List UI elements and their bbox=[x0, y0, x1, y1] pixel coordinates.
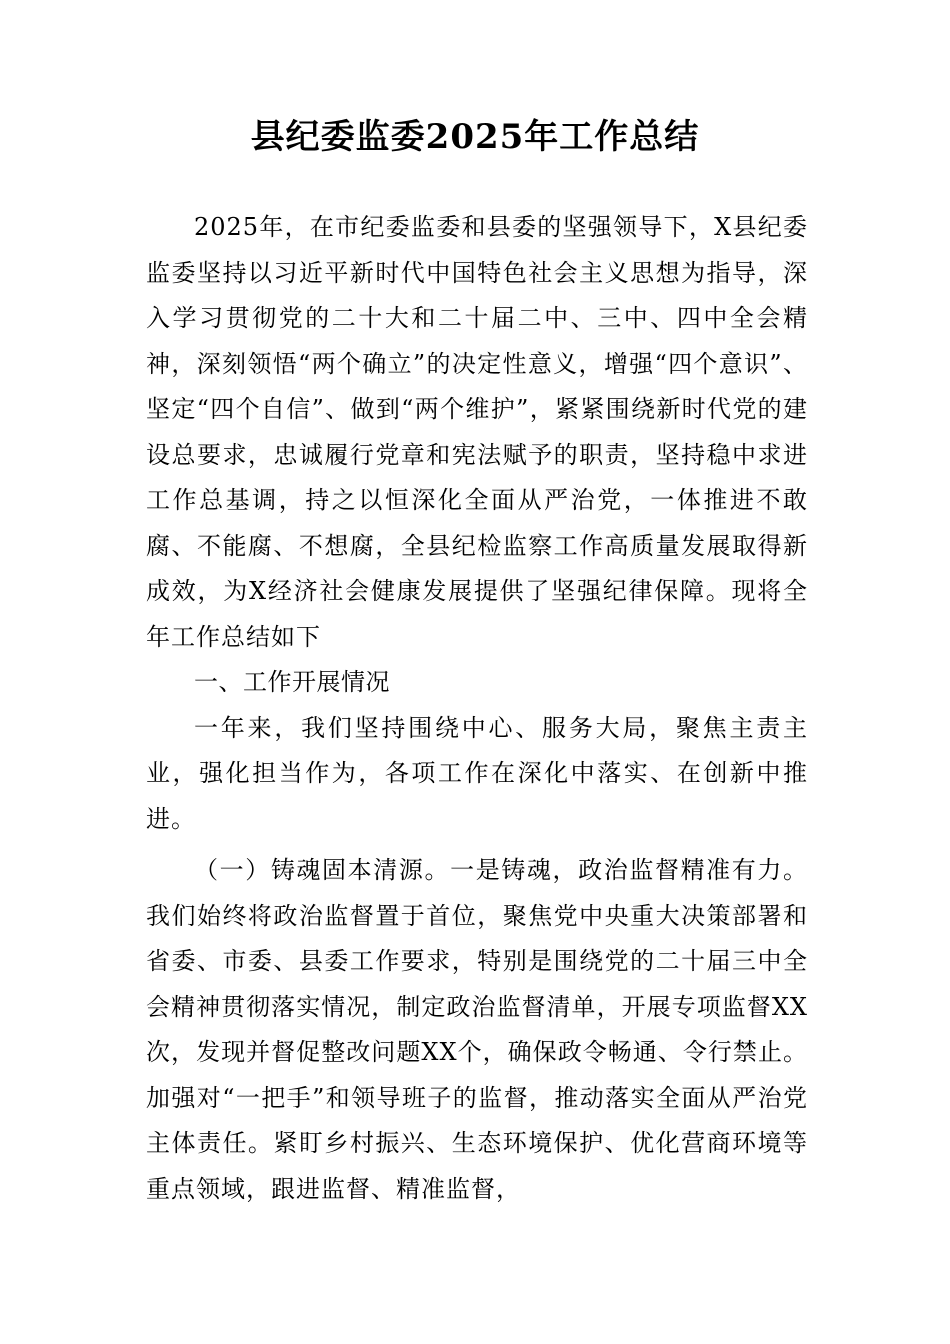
intro-paragraph: 2025年，在市纪委监委和县委的坚强领导下，X县纪委监委坚持以习近平新时代中国特色社会主义思想为指导，深入学习贯彻党的二十大和二十届二中、三中、四中全会精神，深刻领悟“两个确立”的决定性意义，增强“四个意识”、坚定“四个自信”、做到“两个维护”，紧紧围绕新时代党的建设总要求，忠诚履行党章和宪法赋予的职责，坚持稳中求进工作总基调，持之以恒深化全面从严治党，一体推进不敢腐、不能腐、不想腐，全县纪检监察工作高质量发展取得新成效，为X经济社会健康发展提供了坚强纪律保障。现将全年工作总结如下 bbox=[146, 213, 808, 651]
section-paragraph: 一年来，我们坚持围绕中心、服务大局，聚焦主责主业，强化担当作为，各项工作在深化中落实、在创新中推进。 bbox=[146, 713, 808, 833]
document-body bbox=[146, 205, 808, 1212]
subsection-paragraph: （一）铸魂固本清源。一是铸魂，政治监督精准有力。我们始终将政治监督置于首位，聚焦党中央重大决策部署和省委、市委、县委工作要求，特别是围绕党的二十届三中全会精神贯彻落实情况，制定政治监督清单，开展专项监督XX次，发现并督促整改问题XX个，确保政令畅通、令行禁止。加强对“一把手”和领导班子的监督，推动落实全面从严治党主体责任。紧盯乡村振兴、生态环境保护、优化营商环境等重点领域，跟进监督、精准监督， bbox=[146, 856, 808, 1203]
document-title: 县纪委监委2025年工作总结 bbox=[250, 117, 700, 157]
section-heading: 一、工作开展情况 bbox=[194, 668, 390, 696]
